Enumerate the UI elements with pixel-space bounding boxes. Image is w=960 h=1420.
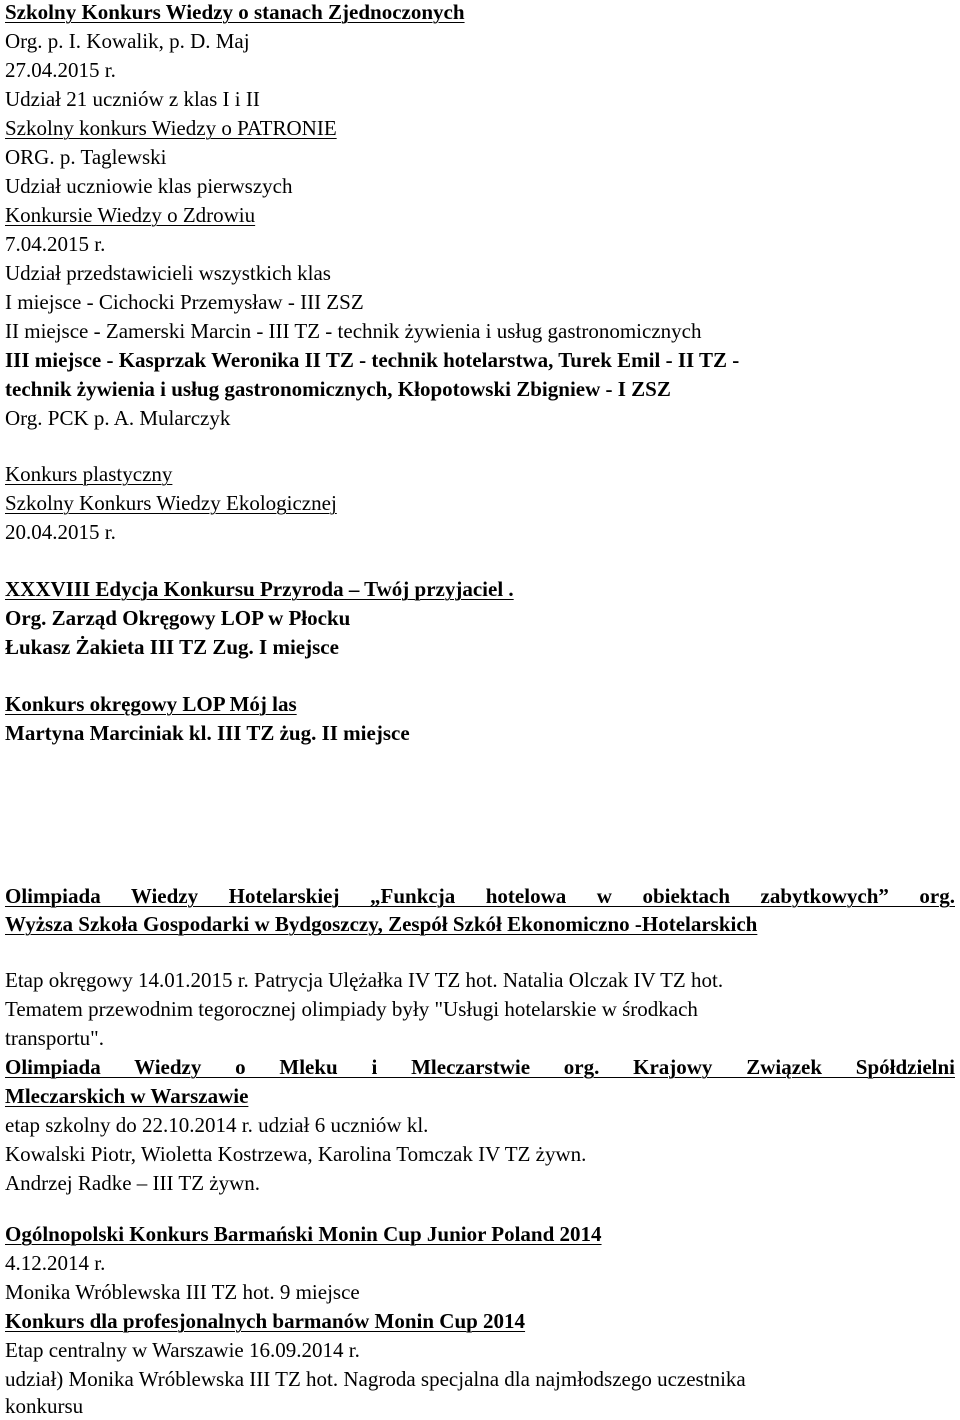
result-line: Łukasz Żakieta III TZ Zug. I miejsce [5, 635, 339, 659]
contest-title-ecology: Szkolny Konkurs Wiedzy Ekologicznej [5, 491, 337, 515]
result-line-cont: konkursu [5, 1394, 84, 1418]
stage-line: etap szkolny do 22.10.2014 r. udział 6 uczniów kl. [5, 1113, 429, 1137]
olympiad-organizer-hotel: Wyższa Szkoła Gospodarki w Bydgoszczy, Zespół Szkół Ekonomiczno -Hotelarskich [5, 912, 758, 936]
result-third-place-cont: technik żywienia i usług gastronomicznych, Kłopotowski Zbigniew - I ZSZ [5, 377, 671, 401]
organizers-line: Org. p. I. Kowalik, p. D. Maj [5, 29, 250, 53]
date-line: 20.04.2015 r. [5, 520, 116, 544]
olympiad-organizer-milk: Mleczarskich w Warszawie [5, 1084, 249, 1108]
date-line: 27.04.2015 r. [5, 58, 116, 82]
result-line: Martyna Marciniak kl. III TZ żug. II miejsce [5, 721, 410, 745]
contest-title-nature: XXXVIII Edycja Konkursu Przyroda – Twój przyjaciel . [5, 577, 514, 601]
result-line: Monika Wróblewska III TZ hot. 9 miejsce [5, 1280, 360, 1304]
stage-line: Etap centralny w Warszawie 16.09.2014 r. [5, 1338, 360, 1362]
contest-title-monin-junior: Ogólnopolski Konkurs Barmański Monin Cup Junior Poland 2014 [5, 1222, 602, 1246]
olympiad-title-hotel: Olimpiada Wiedzy Hotelarskiej „Funkcja hotelowa w obiektach zabytkowych” org. [5, 884, 955, 908]
theme-line-cont: transportu". [5, 1026, 104, 1050]
contest-title-monin-pro: Konkurs dla profesjonalnych barmanów Monin Cup 2014 [5, 1309, 526, 1333]
result-line: udział) Monika Wróblewska III TZ hot. Nagroda specjalna dla najmłodszego uczestnika [5, 1367, 746, 1391]
participation-line: Udział przedstawicieli wszystkich klas [5, 261, 331, 285]
olympiad-title-milk: Olimpiada Wiedzy o Mleku i Mleczarstwie org. Krajowy Związek Spółdzielni [5, 1055, 955, 1079]
stage-result-line: Etap okręgowy 14.01.2015 r. Patrycja Ulężałka IV TZ hot. Natalia Olczak IV TZ hot. [5, 968, 724, 992]
contest-title-art: Konkurs plastyczny [5, 462, 173, 486]
contest-title-patron: Szkolny konkurs Wiedzy o PATRONIE [5, 116, 337, 140]
date-line: 4.12.2014 r. [5, 1251, 106, 1275]
date-line: 7.04.2015 r. [5, 232, 106, 256]
organizer-line: ORG. p. Taglewski [5, 145, 167, 169]
contest-title-lop: Konkurs okręgowy LOP Mój las [5, 692, 297, 716]
participation-line: Udział 21 uczniów z klas I i II [5, 87, 260, 111]
result-first-place: I miejsce - Cichocki Przemysław - III ZSZ [5, 290, 364, 314]
participants-line: Kowalski Piotr, Wioletta Kostrzewa, Karolina Tomczak IV TZ żywn. [5, 1142, 587, 1166]
result-third-place: III miejsce - Kasprzak Weronika II TZ - technik hotelarstwa, Turek Emil - II TZ - [5, 348, 740, 372]
contest-title-usa: Szkolny Konkurs Wiedzy o stanach Zjednoczonych [5, 0, 465, 24]
organizer-line: Org. PCK p. A. Mularczyk [5, 406, 231, 430]
theme-line: Tematem przewodnim tegorocznej olimpiady były "Usługi hotelarskie w środkach [5, 997, 698, 1021]
participants-line: Andrzej Radke – III TZ żywn. [5, 1171, 261, 1195]
participation-line: Udział uczniowie klas pierwszych [5, 174, 293, 198]
organizer-line: Org. Zarząd Okręgowy LOP w Płocku [5, 606, 351, 630]
contest-title-health: Konkursie Wiedzy o Zdrowiu [5, 203, 256, 227]
result-second-place: II miejsce - Zamerski Marcin - III TZ - technik żywienia i usług gastronomicznych [5, 319, 702, 343]
